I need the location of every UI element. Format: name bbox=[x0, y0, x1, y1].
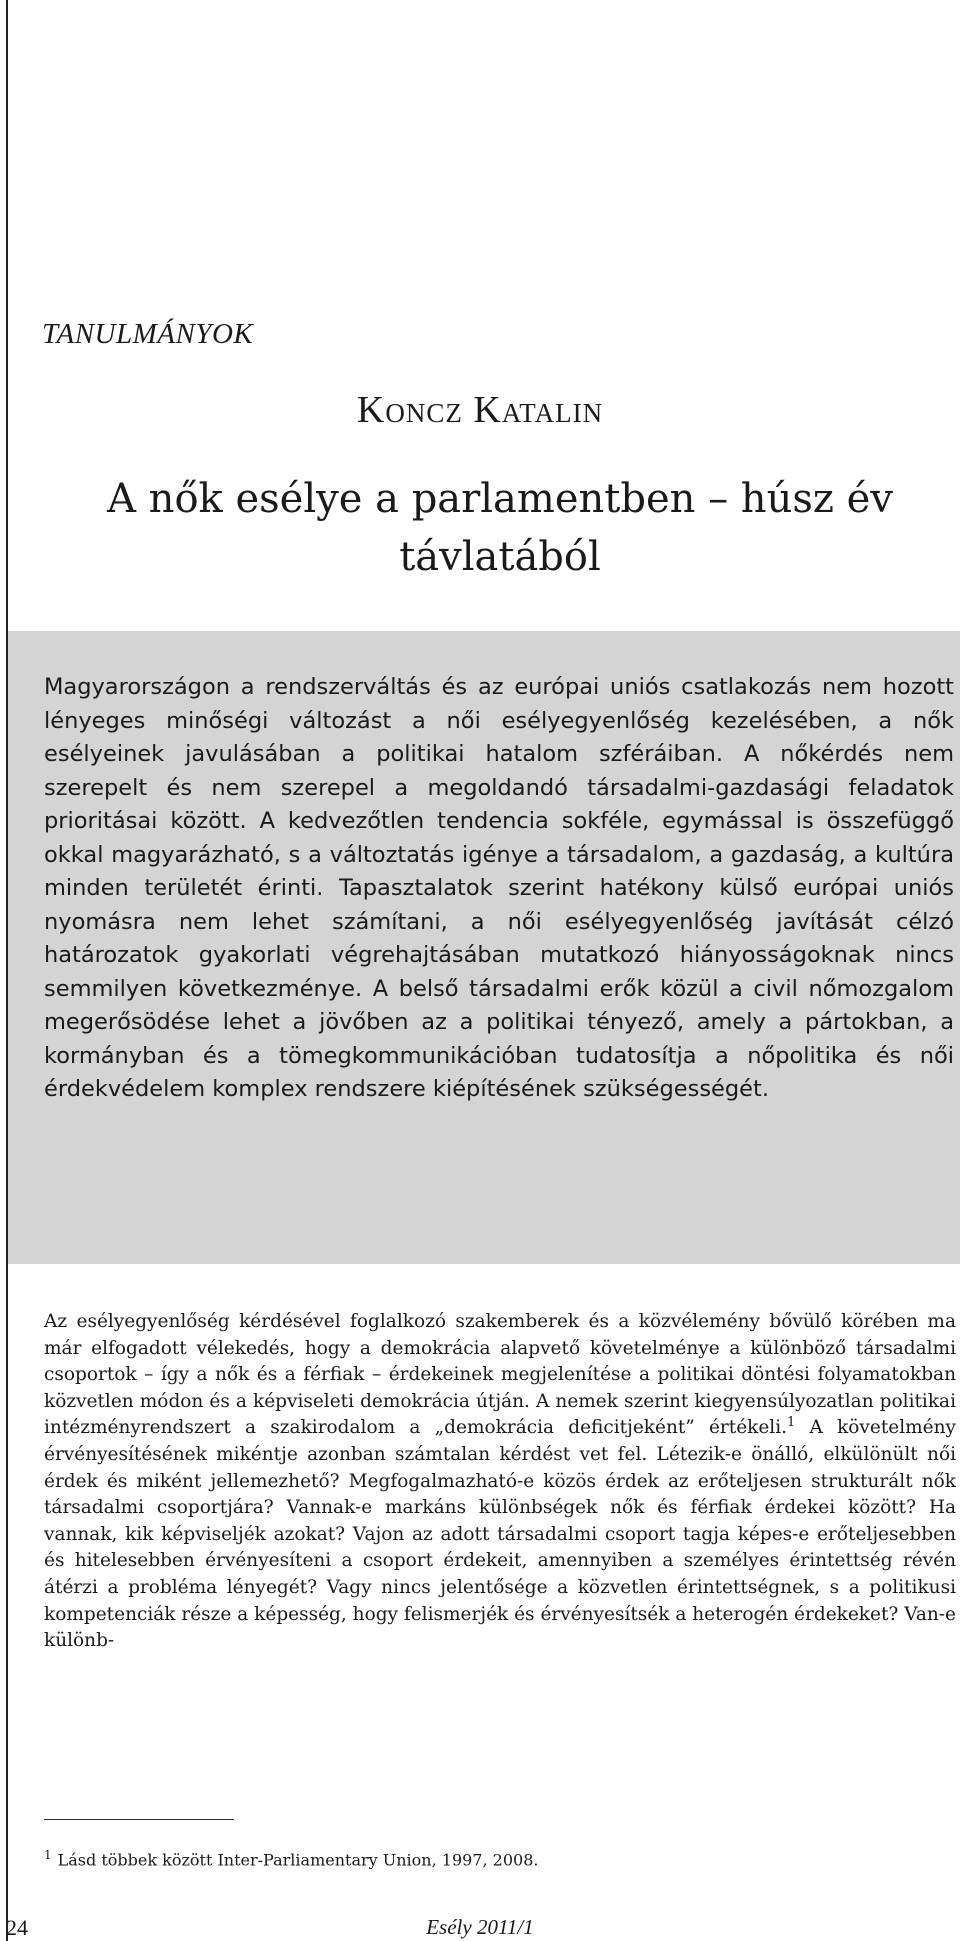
body-text-part-2: A követelmény érvényesítésének mikéntje azonban számtalan kérdést vet fel. Létezik-e önálló, elkülönült női érdek és miként jellemezhető? Megfogalmazható-e közös érdek az erőteljesen strukturált nők társadalmi csoportjára? Vannak-e markáns különbségek nők és férfiak érdekei között? Ha vannak, kik képviseljék azokat? Vajon az adott társadalmi csoport tagja képes-e erőteljesebben és hitelesebben érvényesíteni a csoport érdekeit, amennyiben a személyes érintettség révén átérzi a probléma lényegét? Vagy nincs jelentősége a közvetlen érintettségnek, s a politikusi kompetenciák része a képesség, hogy felismerjék és érvényesítsék a heterogén érdekeket? Van-e különb- bbox=[44, 1417, 956, 1652]
footnote bbox=[44, 1848, 538, 1869]
body-paragraph bbox=[44, 1309, 956, 1655]
article-title: A nők esélye a parlamentben – húsz év távlatából bbox=[107, 476, 893, 580]
footnote-number: 1 bbox=[44, 1848, 52, 1862]
body-text-part-1: Az esélyegyenlőség kérdésével foglalkozó szakemberek és a közvélemény bővülő körében ma már elfogadott vélekedés, hogy a demokrácia alapvető követelménye a különböző társadalmi csoportok – így a nők és a férfiak – érdekeinek megjelenítése a politikai döntési folyamatokban közvetlen módon és a képviseleti demokrácia útján. A nemek szerint kiegyensúlyozatlan politikai intézményrendszert a szakirodalom a „demokrácia deficitjeként” értékeli. bbox=[44, 1311, 956, 1439]
abstract-text: Magyarországon a rendszerváltás és az európai uniós csatlakozás nem hozott lényeges minőségi változást a női esélyegyenlőség kezelésében, a nők esélyeinek javulásában a politikai hatalom szféráiban. A nőkérdés nem szerepelt és nem szerepel a megoldandó társadalmi-gazdasági feladatok prioritásai között. A kedvezőtlen tendencia sokféle, egymással is összefüggő okkal magyarázható, s a változtatás igénye a társadalom, a gazdaság, a kultúra minden területét érinti. Tapasztalatok szerint hatékony külső európai uniós nyomásra nem lehet számítani, a női esélyegyenlőség javítását célzó határozatok gyakorlati végrehajtásában mutatkozó hiányosságoknak nincs semmilyen következménye. A belső társadalmi erők közül a civil nőmozgalom megerősödése lehet a jövőben az a politikai tényező, amely a pártokban, a kormányban és a tömegkommunikációban tudatosítja a nőpolitika és női érdekvédelem komplex rendszere kiépítésének szükségességét. bbox=[44, 674, 954, 1102]
footnote-separator bbox=[44, 1819, 234, 1820]
running-footer: Esély 2011/1 bbox=[426, 1915, 534, 1939]
author-name: Koncz Katalin bbox=[356, 389, 604, 431]
section-label: TANULMÁNYOK bbox=[42, 318, 254, 350]
footnote-reference[interactable]: 1 bbox=[787, 1415, 796, 1431]
footnote-text: Lásd többek között Inter-Parliamentary Union, 1997, 2008. bbox=[57, 1850, 539, 1870]
page-number: 24 bbox=[6, 1915, 28, 1940]
